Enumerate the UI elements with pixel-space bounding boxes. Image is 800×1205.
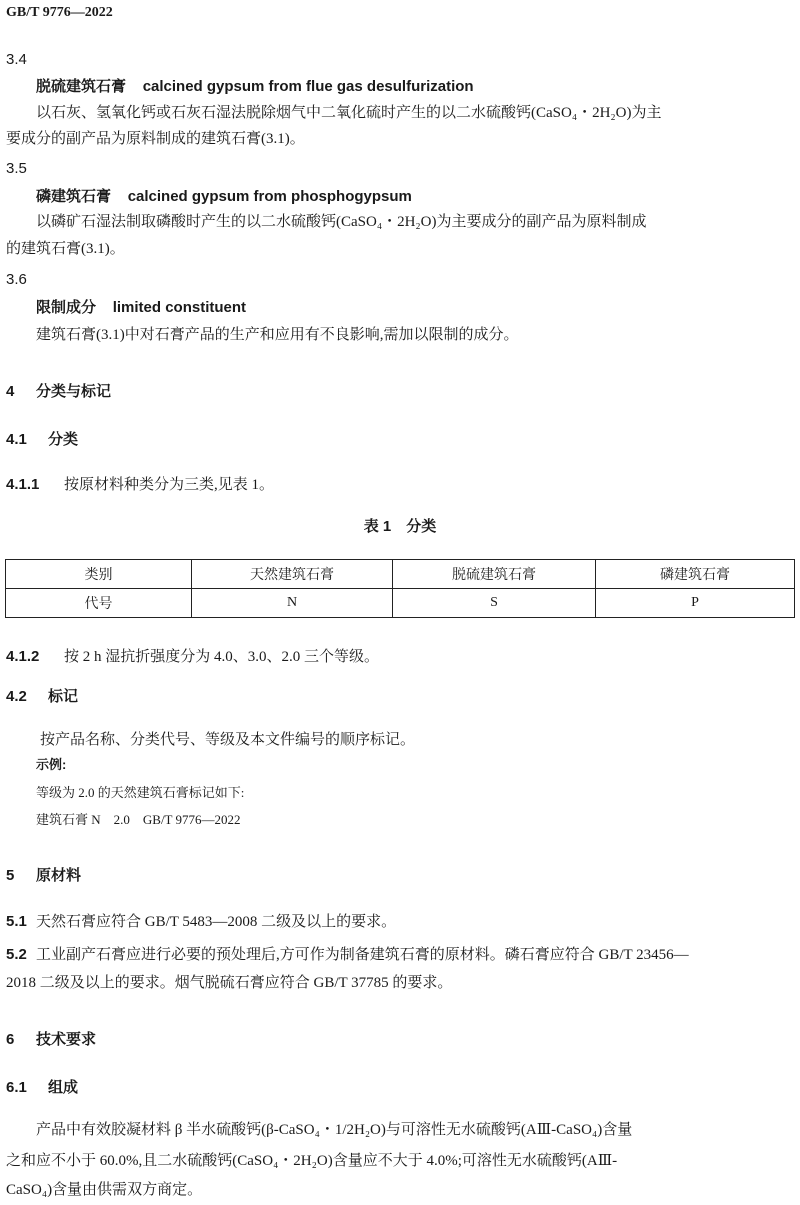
table-cell: P (596, 589, 795, 618)
definition-text: 要成分的副产品为原料制成的建筑石膏(3.1)。 (6, 131, 305, 147)
classification-table (5, 559, 795, 618)
clause-4-1-2: 4.1.2 按 2 h 湿抗折强度分为 4.0、3.0、2.0 三个等级。 (6, 648, 380, 665)
table-cell: 天然建筑石膏 (192, 560, 393, 589)
standard-number-header: GB/T 9776—2022 (6, 5, 113, 20)
section-heading-4-2: 4.2 标记 (6, 688, 79, 705)
term-en: calcined gypsum from phosphogypsum (127, 188, 412, 205)
table-cell: 脱硫建筑石膏 (393, 560, 596, 589)
section-heading-4-1: 4.1 分类 (6, 431, 79, 448)
term-cn: 限制成分 (36, 299, 97, 316)
example-text: 建筑石膏 N 2.0 GB/T 9776—2022 (36, 812, 241, 827)
definition-text: 以石灰、氢氧化钙或石灰石湿法脱除烟气中二氧化硫时产生的以二水硫酸钙(CaSO₄・2H₂O)为主 (36, 105, 662, 121)
clause-5-2-cont: 2018 二级及以上的要求。烟气脱硫石膏应符合 GB/T 37785 的要求。 (6, 975, 453, 991)
composition-text: CaSO₄)含量由供需双方商定。 (6, 1182, 203, 1198)
table-caption: 表 1 分类 (363, 518, 437, 535)
clause-5-1: 5.1 天然石膏应符合 GB/T 5483—2008 二级及以上的要求。 (6, 913, 397, 930)
term-heading (36, 298, 246, 318)
section-heading-4: 4 分类与标记 (6, 383, 112, 400)
definition-text: 以磷矿石湿法制取磷酸时产生的以二水硫酸钙(CaSO₄・2H₂O)为主要成分的副产品为原料制成 (36, 214, 647, 230)
table-cell: 磷建筑石膏 (596, 560, 795, 589)
section-heading-6-1: 6.1 组成 (6, 1079, 79, 1096)
table-row (6, 589, 795, 618)
section-heading-5: 5 原材料 (6, 867, 82, 884)
example-text: 等级为 2.0 的天然建筑石膏标记如下: (36, 785, 245, 800)
definition-text: 的建筑石膏(3.1)。 (6, 241, 125, 257)
marking-text: 按产品名称、分类代号、等级及本文件编号的顺序标记。 (40, 732, 416, 748)
table-header-row (6, 560, 795, 589)
composition-text: 之和应不小于 60.0%,且二水硫酸钙(CaSO₄・2H₂O)含量应不大于 4.0%;可溶性无水硫酸钙(AⅢ- (6, 1153, 618, 1169)
clause-number: 3.5 (6, 160, 27, 177)
clause-4-1-1: 4.1.1 按原材料种类分为三类,见表 1。 (6, 476, 275, 493)
table-cell: 代号 (6, 589, 192, 618)
term-en: calcined gypsum from flue gas desulfurization (142, 78, 474, 95)
term-heading (36, 77, 474, 97)
composition-text: 产品中有效胶凝材料 β 半水硫酸钙(β-CaSO₄・1/2H₂O)与可溶性无水硫酸钙(AⅢ-CaSO₄)含量 (36, 1122, 633, 1138)
term-cn: 脱硫建筑石膏 (36, 78, 127, 95)
definition-text: 建筑石膏(3.1)中对石膏产品的生产和应用有不良影响,需加以限制的成分。 (36, 327, 519, 343)
term-en: limited constituent (112, 299, 247, 316)
term-heading (36, 187, 412, 207)
example-label: 示例: (36, 757, 67, 772)
table-cell: S (393, 589, 596, 618)
clause-number: 3.4 (6, 51, 27, 68)
clause-5-2: 5.2 工业副产石膏应进行必要的预处理后,方可作为制备建筑石膏的原材料。磷石膏应符合 GB/T 23456— (6, 946, 689, 963)
clause-number: 3.6 (6, 271, 27, 288)
table-cell: N (192, 589, 393, 618)
section-heading-6: 6 技术要求 (6, 1031, 97, 1048)
term-cn: 磷建筑石膏 (36, 188, 112, 205)
table-cell: 类别 (6, 560, 192, 589)
